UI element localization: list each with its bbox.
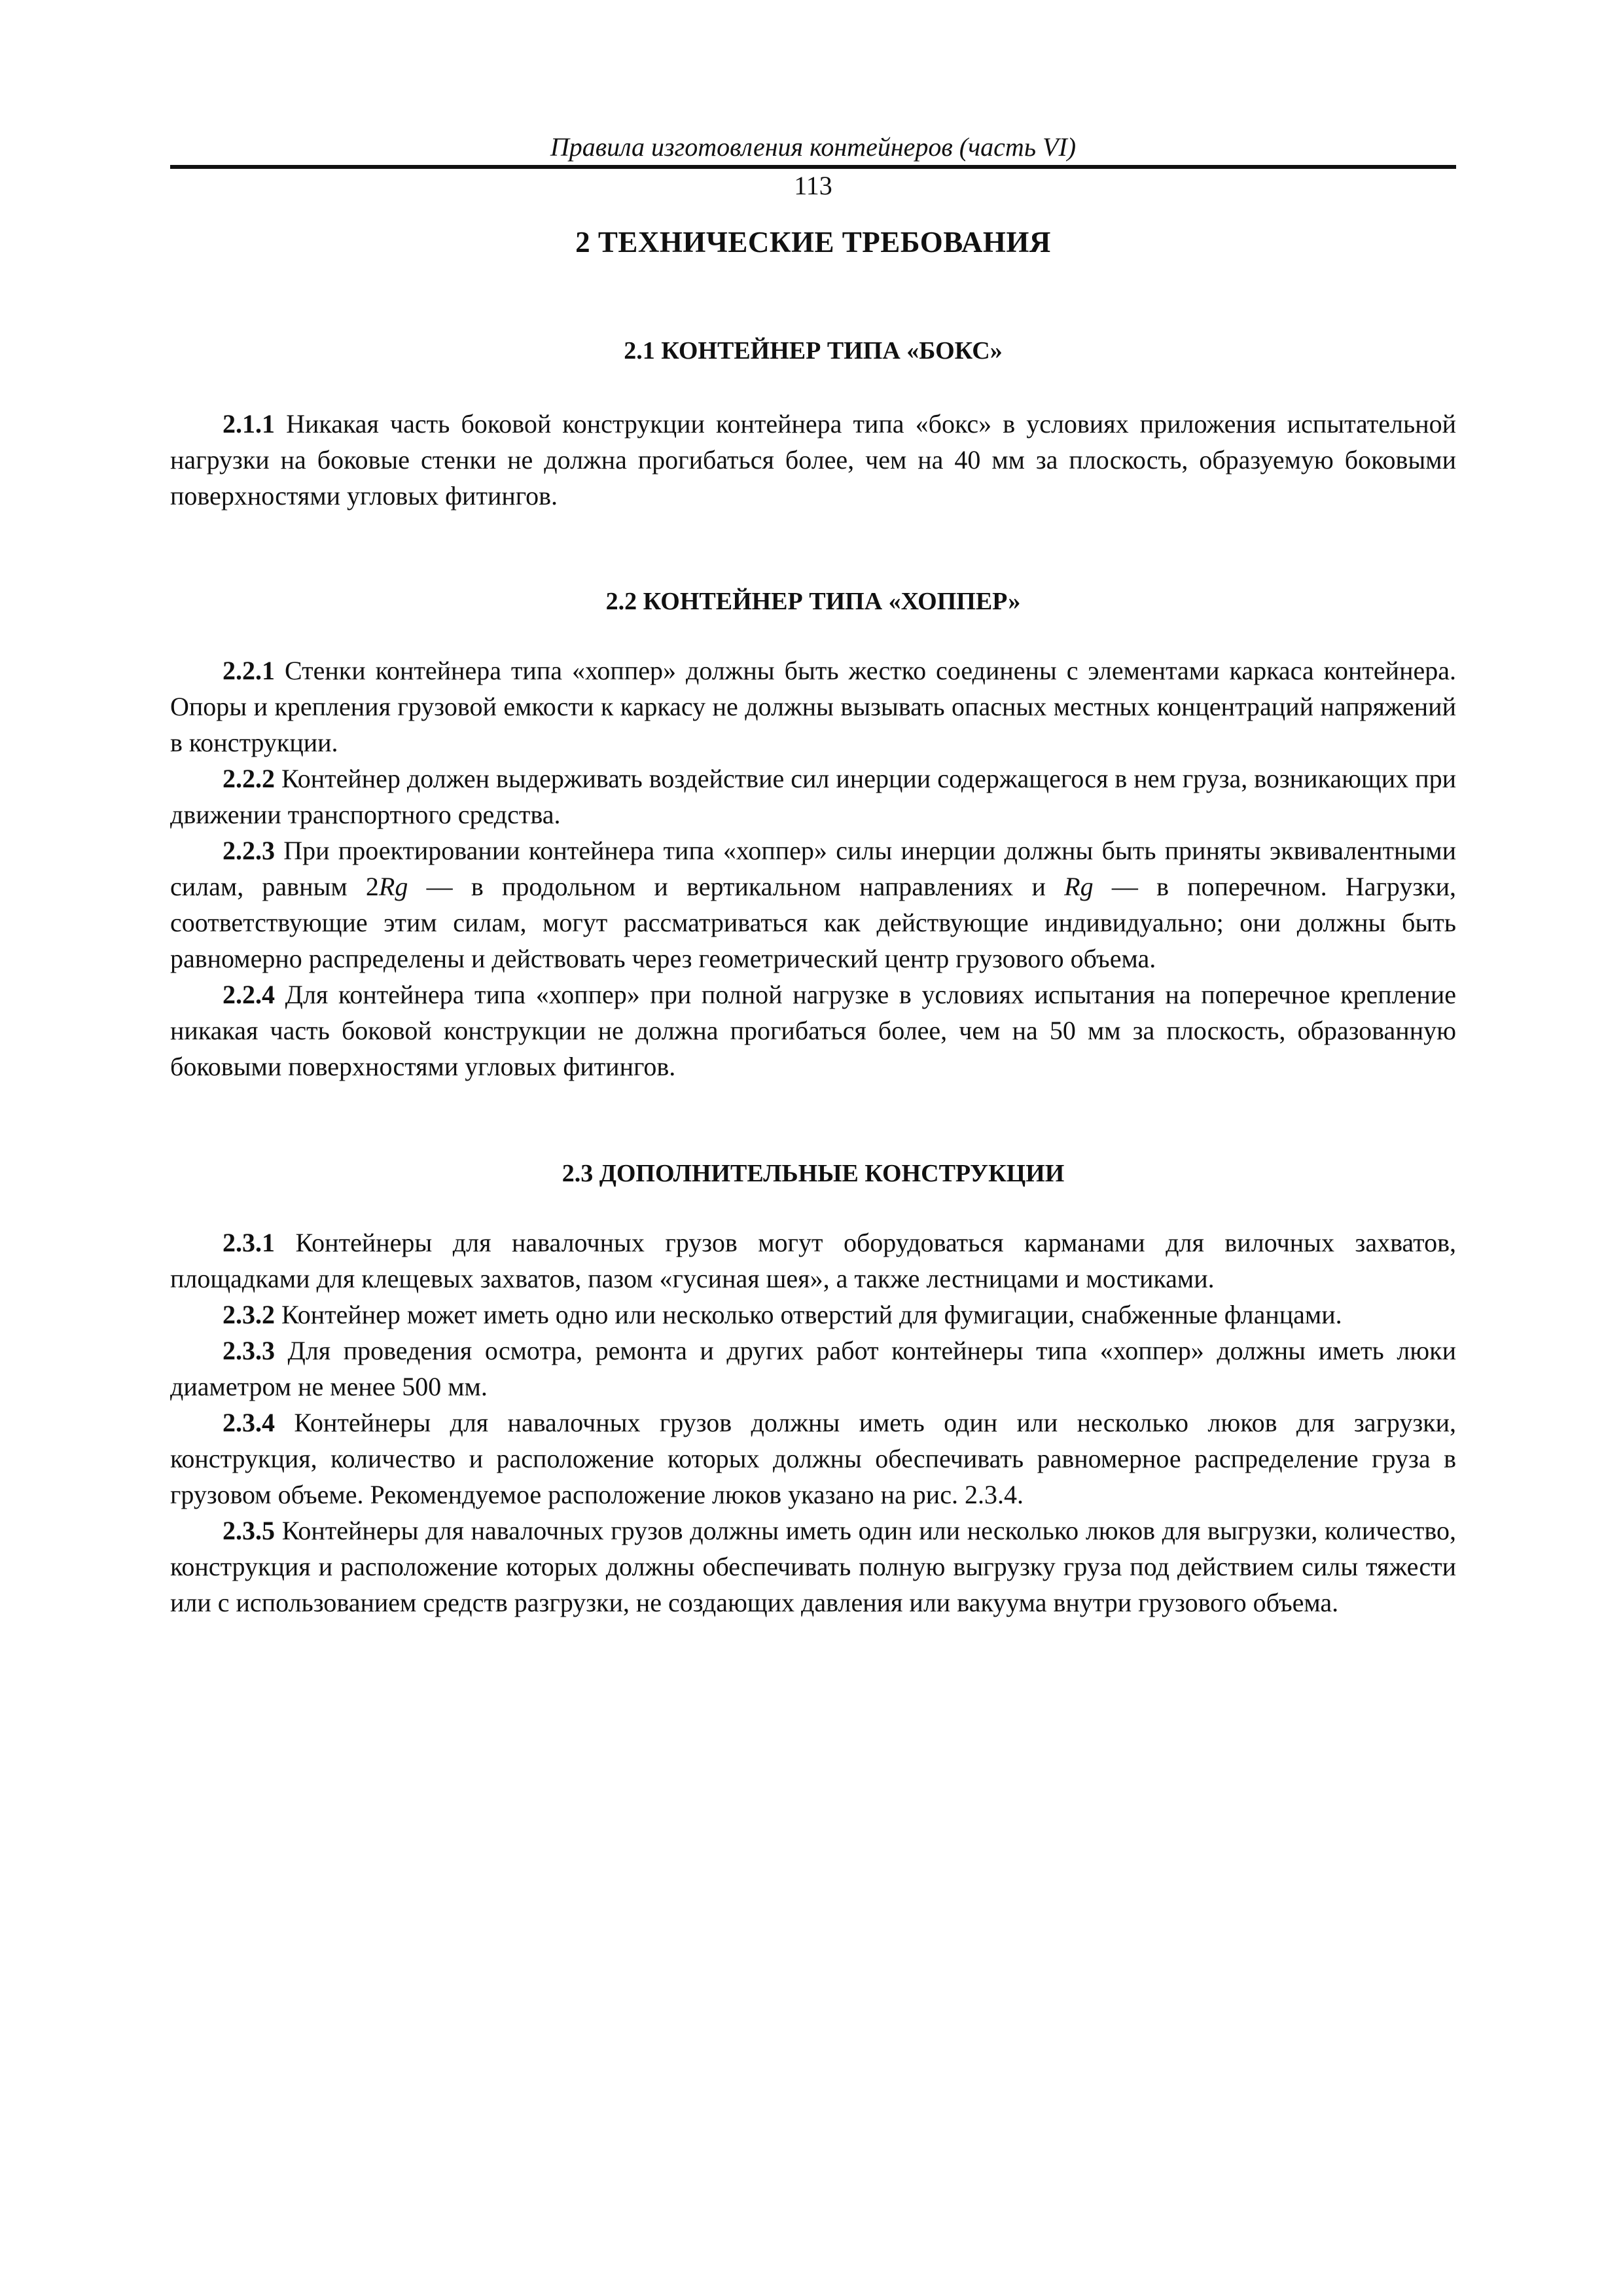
paragraph	[170, 653, 1456, 761]
paragraph	[170, 1297, 1456, 1333]
paragraph	[170, 1405, 1456, 1513]
document-page	[170, 131, 1456, 1621]
paragraph-text: Для контейнера типа «хоппер» при полной нагрузке в условиях испытания на поперечное крепление никакая часть боковой конструкции не должна прогибаться более, чем на 50 мм за плоскость, образованную боковыми поверхностями угловых фитингов.	[170, 980, 1456, 1081]
paragraph	[170, 1333, 1456, 1405]
paragraph	[170, 1513, 1456, 1621]
formula-variable: Rg	[378, 872, 408, 901]
running-header: Правила изготовления контейнеров (часть VI)	[170, 131, 1456, 169]
paragraph-number: 2.3.2	[223, 1300, 275, 1329]
paragraph	[170, 406, 1456, 514]
paragraph-text: — в поперечном. Нагрузки, соответствующие этим силам, могут рассматриваться как действующие индивидуально; они должны быть равномерно распределены и действовать через геометрический центр грузового объема.	[170, 872, 1457, 973]
paragraph-text: — в продольном и вертикальном направлениях и	[408, 872, 1065, 901]
paragraph-text: Контейнер должен выдерживать воздействие сил инерции содержащегося в нем груза, возникающих при движении транспортного средства.	[170, 764, 1456, 829]
paragraph-number: 2.3.5	[223, 1516, 275, 1545]
paragraph-number: 2.2.1	[223, 656, 275, 685]
paragraph-text: Никакая часть боковой конструкции контейнера типа «бокс» в условиях приложения испытательной нагрузки на боковые стенки не должна прогибаться более, чем на 40 мм за плоскость, образуемую боковыми поверхностями угловых фитингов.	[170, 409, 1456, 511]
paragraph-text: Для проведения осмотра, ремонта и других работ контейнеры типа «хоппер» должны иметь люки диаметром не менее 500 мм.	[170, 1336, 1456, 1401]
section-title: 2.2 КОНТЕЙНЕР ТИПА «ХОППЕР»	[605, 588, 1021, 615]
section-title: 2.1 КОНТЕЙНЕР ТИПА «БОКС»	[624, 337, 1003, 365]
paragraph-number: 2.2.3	[223, 836, 275, 865]
section-title: 2.3 ДОПОЛНИТЕЛЬНЫЕ КОНСТРУКЦИИ	[562, 1160, 1065, 1187]
paragraph-text: Контейнеры для навалочных грузов должны иметь один или несколько люков для выгрузки, количество, конструкция и расположение которых должны обеспечивать полную выгрузку груза под действием силы тяжести или с использованием средств разгрузки, не создающих давления или вакуума внутри грузового объема.	[170, 1516, 1456, 1617]
paragraph	[170, 1225, 1456, 1297]
formula-variable: Rg	[1064, 872, 1094, 901]
chapter-title: 2 ТЕХНИЧЕСКИЕ ТРЕБОВАНИЯ	[575, 226, 1051, 259]
paragraph-number: 2.2.4	[223, 980, 275, 1009]
paragraph	[170, 833, 1456, 977]
paragraph-number: 2.2.2	[223, 764, 275, 793]
paragraph-text: Контейнеры для навалочных грузов могут оборудоваться карманами для вилочных захватов, площадками для клещевых захватов, пазом «гусиная шея», а также лестницами и мостиками.	[170, 1228, 1456, 1293]
paragraph-text: Контейнер может иметь одно или несколько отверстий для фумигации, снабженные фланцами.	[275, 1300, 1342, 1329]
paragraph-number: 2.3.4	[223, 1408, 275, 1437]
paragraph-text: Контейнеры для навалочных грузов должны иметь один или несколько люков для загрузки, конструкция, количество и расположение которых должны обеспечивать равномерное распределение груза в грузовом объеме. Рекомендуемое расположение люков указано на рис. 2.3.4.	[170, 1408, 1456, 1509]
page-number: 113	[794, 171, 832, 200]
paragraph-text: Стенки контейнера типа «хоппер» должны быть жестко соединены с элементами каркаса контейнера. Опоры и крепления грузовой емкости к каркасу не должны вызывать опасных местных концентраций напряжений в конструкции.	[170, 656, 1456, 757]
paragraph-number: 2.3.1	[223, 1228, 275, 1257]
paragraph	[170, 761, 1456, 833]
paragraph-number: 2.1.1	[223, 409, 275, 439]
paragraph-text: При проектировании контейнера типа «хоппер» силы инерции должны быть приняты эквивалентными силам, равным 2	[170, 836, 1456, 901]
paragraph	[170, 977, 1456, 1085]
paragraph-number: 2.3.3	[223, 1336, 275, 1365]
